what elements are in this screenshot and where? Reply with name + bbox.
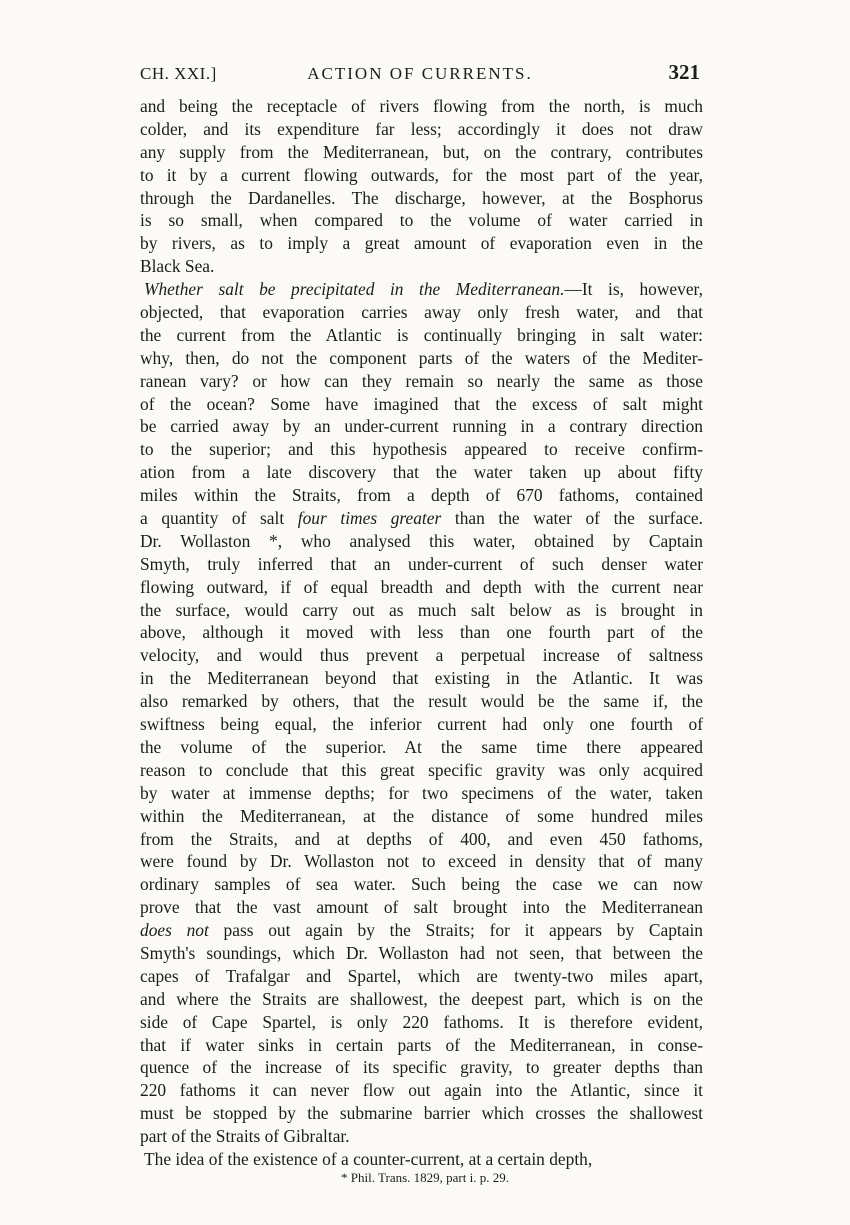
text-line: in the Mediterranean beyond that existing in the Atlantic. It was (140, 668, 703, 689)
text-line: part of the Straits of Gibraltar. (140, 1126, 350, 1147)
text-line: through the Dardanelles. The discharge, however, at the Bosphorus (140, 187, 703, 208)
text-line: the surface, would carry out as much salt below as is brought in (140, 599, 703, 620)
text-line: the current from the Atlantic is continually bringing in salt water: (140, 324, 703, 345)
text-line: Smyth's soundings, which Dr. Wollaston had not seen, that between the (140, 942, 703, 963)
text-line: were found by Dr. Wollaston not to exceed in density that of many (140, 851, 703, 872)
text-line: Dr. Wollaston *, who analysed this water, obtained by Captain (140, 530, 703, 551)
text-line: colder, and its expenditure far less; accordingly it does not draw (140, 118, 703, 139)
text-line: above, although it moved with less than one fourth part of the (140, 622, 703, 643)
text-line: side of Cape Spartel, is only 220 fathoms. It is therefore evident, (140, 1011, 703, 1032)
text-line: The idea of the existence of a counter-current, at a certain depth, (144, 1148, 593, 1169)
text-line: a quantity of salt four times greater than the water of the surface. (140, 508, 703, 529)
text-line: from the Straits, and at depths of 400, and even 450 fathoms, (140, 828, 703, 849)
text-line: flowing outward, if of equal breadth and depth with the current near (140, 576, 703, 597)
text-line: Whether salt be precipitated in the Mediterranean.—It is, however, (144, 279, 703, 300)
text-line: why, then, do not the component parts of the waters of the Mediter- (140, 347, 703, 368)
text-line: Black Sea. (140, 256, 215, 277)
text-line: to it by a current flowing outwards, for the most part of the year, (140, 164, 703, 185)
text-line: swiftness being equal, the inferior current had only one fourth of (140, 714, 703, 735)
text-line: objected, that evaporation carries away only fresh water, and that (140, 302, 703, 323)
text-line: reason to conclude that this great specific gravity was only acquired (140, 759, 703, 780)
text-line: the volume of the superior. At the same time there appeared (140, 736, 703, 757)
text-line: quence of the increase of its specific gravity, to greater depths than (140, 1057, 703, 1078)
text-line: ordinary samples of sea water. Such being the case we can now (140, 874, 703, 895)
text-line: capes of Trafalgar and Spartel, which are twenty-two miles apart, (140, 965, 703, 986)
text-line: 220 fathoms it can never flow out again into the Atlantic, since it (140, 1080, 703, 1101)
text-line: Smyth, truly inferred that an under-current of such denser water (140, 553, 703, 574)
text-line: does not pass out again by the Straits; for it appears by Captain (140, 920, 703, 941)
text-line: be carried away by an under-current running in a contrary direction (140, 416, 703, 437)
body-text (140, 95, 703, 1171)
text-line: within the Mediterranean, at the distance of some hundred miles (140, 805, 703, 826)
text-line: also remarked by others, that the result would be the same if, the (140, 691, 703, 712)
text-line: and where the Straits are shallowest, the deepest part, which is on the (140, 988, 703, 1009)
chapter-label: CH. XXI.] (140, 64, 217, 83)
text-line: is so small, when compared to the volume of water carried in (140, 210, 703, 231)
running-title: ACTION OF CURRENTS. (307, 64, 533, 83)
text-line: prove that the vast amount of salt brought into the Mediterranean (140, 897, 703, 918)
text-line: ation from a late discovery that the water taken up about fifty (140, 462, 703, 483)
text-line: of the ocean? Some have imagined that the excess of salt might (140, 393, 703, 414)
running-head (140, 62, 700, 88)
text-line: and being the receptacle of rivers flowing from the north, is much (140, 96, 703, 116)
text-line: ranean vary? or how can they remain so nearly the same as those (140, 370, 703, 391)
text-line: to the superior; and this hypothesis appeared to receive confirm- (140, 439, 703, 460)
text-line: must be stopped by the submarine barrier which crosses the shallowest (140, 1103, 703, 1124)
page-number: 321 (668, 60, 700, 84)
text-line: any supply from the Mediterranean, but, on the contrary, contributes (140, 141, 703, 162)
text-line: miles within the Straits, from a depth of 670 fathoms, contained (140, 485, 703, 506)
text-line: by water at immense depths; for two specimens of the water, taken (140, 782, 703, 803)
text-line: that if water sinks in certain parts of the Mediterranean, in conse- (140, 1034, 703, 1055)
text-line: by rivers, as to imply a great amount of evaporation even in the (140, 233, 703, 254)
text-line: velocity, and would thus prevent a perpetual increase of saltness (140, 645, 703, 666)
footnote: * Phil. Trans. 1829, part i. p. 29. (341, 1170, 509, 1185)
